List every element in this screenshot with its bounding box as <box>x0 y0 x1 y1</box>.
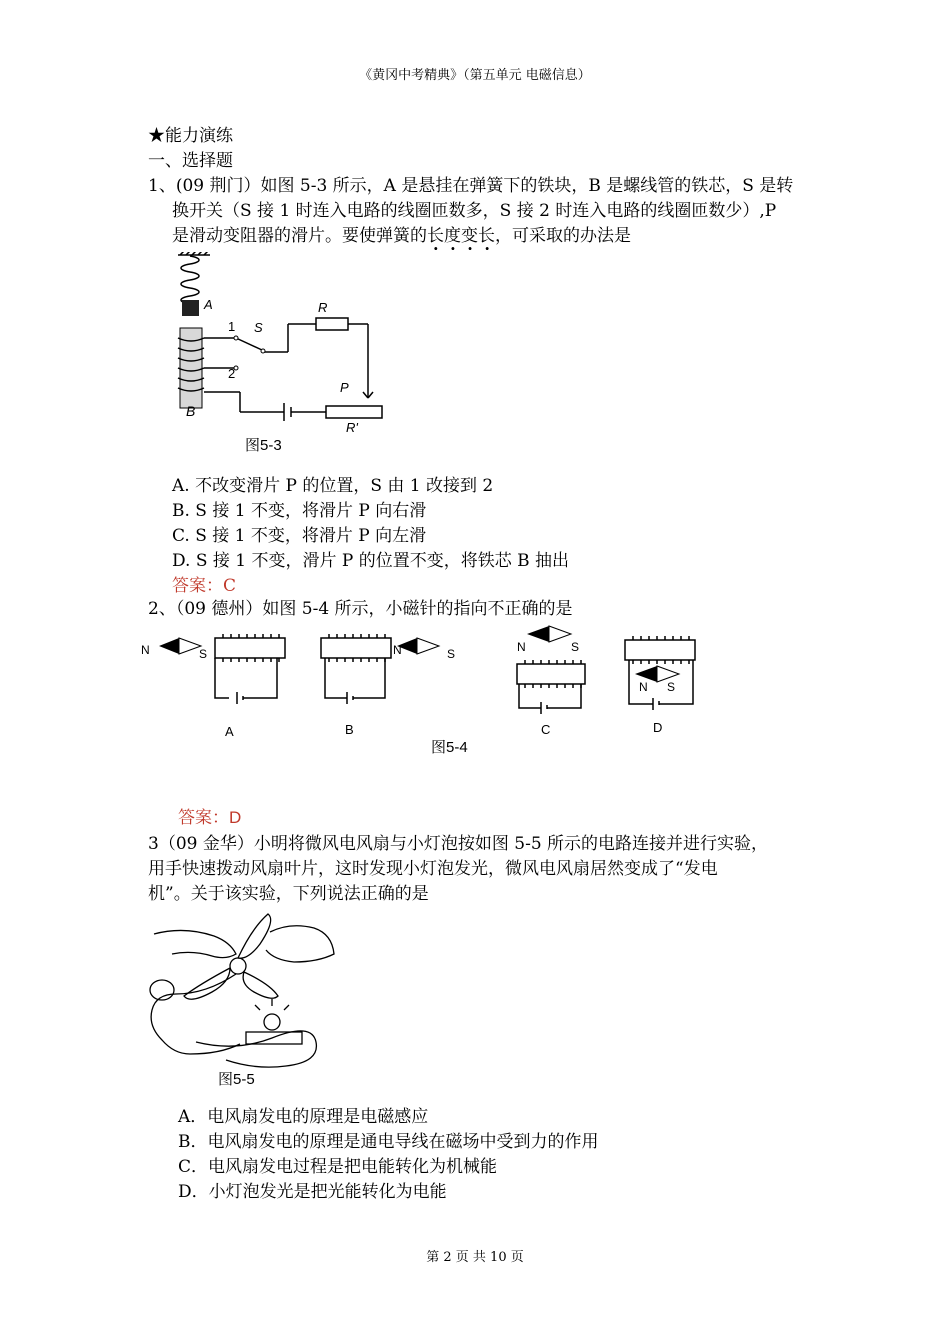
fan-blade-2 <box>243 972 278 998</box>
q1-option-c: C. S 接 1 不变，将滑片 P 向左滑 <box>172 526 427 546</box>
fan-hub <box>230 958 246 974</box>
q1-line-3c: ，可采取的办法是 <box>495 226 631 246</box>
lamp-base <box>246 1032 302 1044</box>
q1-option-a: A. 不改变滑片 P 的位置，S 由 1 改接到 2 <box>172 476 494 496</box>
option-a-label: A <box>225 724 234 739</box>
q3-option-b: B．电风扇发电的原理是通电导线在磁场中受到力的作用 <box>178 1132 599 1152</box>
q1-line-3 <box>172 224 631 249</box>
label-r: R <box>318 300 328 315</box>
needle-b-s: S <box>447 647 456 661</box>
fan-blade-3 <box>184 968 230 999</box>
needle-a-n: N <box>141 643 150 657</box>
option-c-label: C <box>541 722 551 737</box>
label-p: P <box>340 380 349 395</box>
option-b-label: B <box>345 722 354 737</box>
subsection-title: 一、选择题 <box>148 151 233 171</box>
label-a: A <box>204 297 213 312</box>
q2-line-1: 2、（09 德州）如图 5-4 所示，小磁针的指向不正确的是 <box>148 599 573 619</box>
figure-5-5-caption: 图5-5 <box>218 1071 255 1088</box>
figure-5-5 <box>140 906 340 1096</box>
q3-option-a: A．电风扇发电的原理是电磁感应 <box>178 1107 429 1127</box>
label-r-prime: R' <box>346 420 358 435</box>
needle-c-n: N <box>517 640 526 654</box>
q1-answer: 答案：C <box>172 576 237 596</box>
label-one: 1 <box>228 319 236 334</box>
resistor-r <box>316 318 348 330</box>
q1-emphasis: 长度变长 · · · · <box>427 226 495 246</box>
figure-5-3-caption: 图5-3 <box>245 437 282 454</box>
lamp-bulb <box>264 1014 280 1030</box>
q2-answer: 答案：D <box>178 808 242 827</box>
q1-line-3a: 是滑动变阻器的滑片。要使弹簧的 <box>172 226 427 246</box>
needle-d-n: N <box>639 680 648 694</box>
iron-block-a <box>182 300 199 316</box>
hand-left <box>154 930 236 957</box>
needle-c-s: S <box>571 640 580 654</box>
figure-5-4 <box>135 624 735 764</box>
figure-5-3 <box>170 252 400 462</box>
spring <box>181 256 199 304</box>
page-header: 《黄冈中考精典》（第五单元 电磁信息） <box>359 68 591 83</box>
q1-line-1: 1、(09 荆门）如图 5-3 所示，A 是悬挂在弹簧下的铁块，B 是螺线管的铁芯，S 是转 <box>148 176 794 196</box>
rheostat-r-prime <box>326 406 382 418</box>
needle-d-s: S <box>667 680 676 694</box>
fan-blade-1 <box>238 914 271 958</box>
fan-motor-wire <box>151 974 240 1054</box>
q3-line-2: 用手快速拨动风扇叶片，这时发现小灯泡发光，微风电风扇居然变成了“发电 <box>148 859 718 879</box>
q3-line-1: 3（09 金华）小明将微风电风扇与小灯泡按如图 5-5 所示的电路连接并进行实验， <box>148 834 769 854</box>
page-footer: 第 2 页 共 10 页 <box>426 1250 524 1265</box>
hand-right <box>266 926 334 962</box>
q3-option-d: D．小灯泡发光是把光能转化为电能 <box>178 1182 447 1202</box>
option-d-label: D <box>653 720 663 735</box>
figure-5-4-caption: 图5-4 <box>431 739 468 756</box>
label-b: B <box>186 403 196 419</box>
label-two: 2 <box>228 366 236 381</box>
q1-option-b: B. S 接 1 不变，将滑片 P 向右滑 <box>172 501 427 521</box>
wire-to-lamp <box>196 1031 316 1067</box>
q1-option-d: D. S 接 1 不变，滑片 P 的位置不变，将铁芯 B 抽出 <box>172 551 570 571</box>
section-title: ★能力演练 <box>148 126 233 146</box>
label-s: S <box>254 320 263 335</box>
q3-line-3: 机”。关于该实验，下列说法正确的是 <box>148 884 429 904</box>
q3-option-c: C．电风扇发电过程是把电能转化为机械能 <box>178 1157 498 1177</box>
needle-b-n: N <box>393 643 402 657</box>
q1-line-2: 换开关（S 接 1 时连入电路的线圈匝数多，S 接 2 时连入电路的线圈匝数少）,P <box>172 201 777 221</box>
needle-a-s: S <box>199 647 208 661</box>
